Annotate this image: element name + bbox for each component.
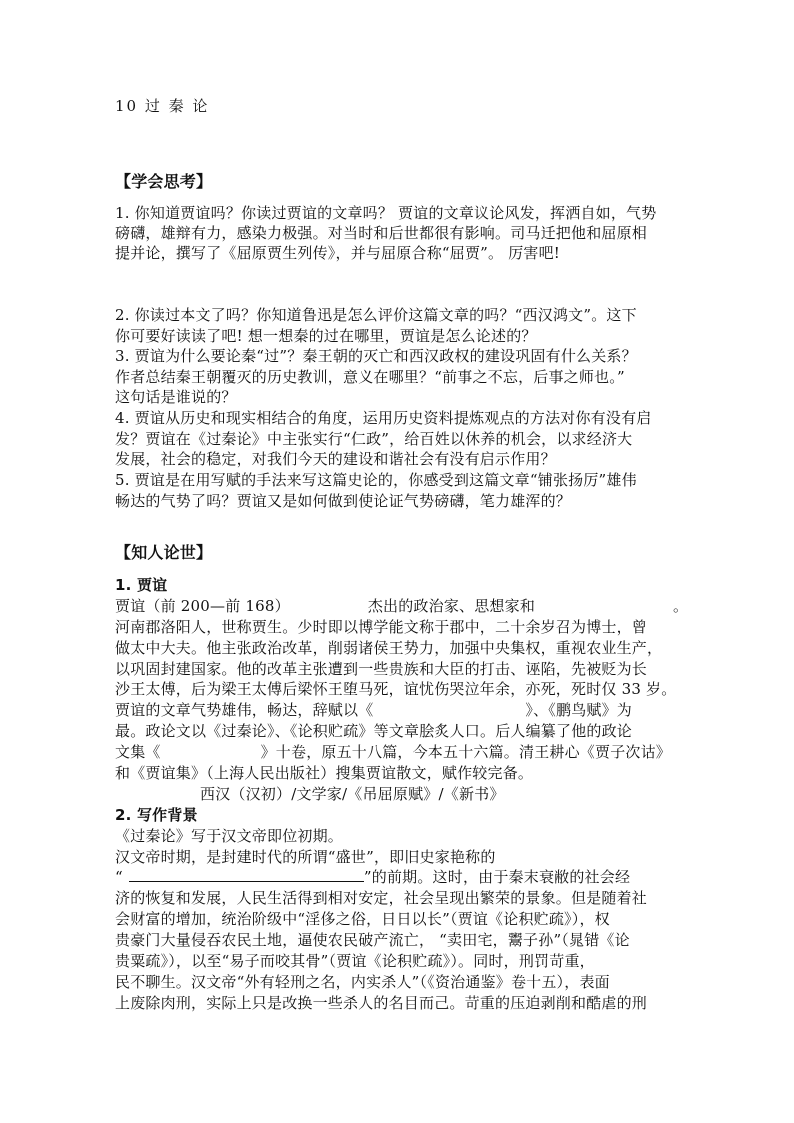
q4-line-2: 发？贾谊在《过秦论》中主张实行“仁政”，给百姓以休养的机会，以求经济大 <box>115 430 633 448</box>
p2-line-8: 民不聊生。汉文帝“外有轻刑之名，内实杀人”（《资治通鉴》卷十五），表面 <box>115 973 610 991</box>
p2-line-2: 汉文帝时期，是封建时代的所谓“盛世”，即旧史家艳称的 <box>115 848 496 866</box>
q3-line-3: 这句话是谁说的？ <box>115 388 237 406</box>
p2-line-1: 《过秦论》写于汉文帝即位初期。 <box>115 827 344 845</box>
p2-line-3-part-b: ”的前期。这时，由于秦末衰敝的社会经 <box>363 868 631 886</box>
p2-line-9: 上废除肉刑，实际上只是改换一些杀人的名目而己。苛重的压迫剥削和酷虐的刑 <box>115 994 648 1012</box>
p1-line-2: 河南郡洛阳人，世称贾生。少时即以博学能文称于郡中，二十余岁召为博士，曾 <box>115 618 648 636</box>
p1-line-9: 和《贾谊集》（上海人民出版社）搜集贾谊散文，赋作较完备。 <box>115 764 534 782</box>
section-heading-thinking: 【学会思考】 <box>115 172 213 191</box>
p1-line-6-part-a: 贾谊的文章气势雄伟，畅达，辞赋以《 <box>115 701 374 719</box>
q3-line-2: 作者总结秦王朝覆灭的历史教训，意义在哪里？“前事之不忘，后事之师也。” <box>115 368 625 386</box>
q5-line-2: 畅达的气势了吗？贾谊又是如何做到使论证气势磅礴，笔力雄浑的？ <box>115 492 572 510</box>
p1-line-6 <box>115 700 632 720</box>
q1-line-3: 提并论，撰写了《屈原贾生列传》，并与屈原合称“屈贾”。 厉害吧! <box>115 244 561 262</box>
p1-line-8 <box>115 742 671 762</box>
fill-in-blank <box>129 867 364 882</box>
p1-line-1-part-b: 杰出的政治家、思想家和 <box>367 597 536 615</box>
p1-line-1-part-c: 。 <box>673 597 689 615</box>
section-heading-background: 【知人论世】 <box>115 543 213 562</box>
p2-line-7: 贵粟疏》），以至“易子而咬其骨”（贾谊《论积贮疏》）。同时，刑罚苛重， <box>115 952 595 970</box>
p2-line-6: 贵豪门大量侵吞农民土地，逼使农民破产流亡， “卖田宅，鬻子孙”（晁错《论 <box>115 931 630 949</box>
p1-line-8-part-b: 》十卷，原五十八篇，今本五十六篇。清王耕心《贾子次诂》 <box>260 743 672 761</box>
p2-line-3 <box>115 867 630 887</box>
p2-line-3-part-a: “ <box>115 868 123 886</box>
p1-line-5: 沙王太傅，后为梁王太傅后梁怀王堕马死，谊忧伤哭泣年余，亦死，死时仅 33 岁。 <box>115 680 677 698</box>
q2-line-1: 2. 你读过本文了吗？你知道鲁迅是怎么评价这篇文章的吗？“西汉鸿文”。这下 <box>115 306 637 324</box>
subheading-jia-yi: 1. 贾谊 <box>115 576 168 594</box>
p1-line-4: 以巩固封建国家。他的改革主张遭到一些贵族和大臣的打击、诬陷，先被贬为长 <box>115 660 648 678</box>
q4-line-1: 4. 贾谊从历史和现实相结合的角度，运用历史资料提炼观点的方法对你有没有启 <box>115 409 652 427</box>
q1-line-2: 磅礴，雄辩有力，感染力极强。对当时和后世都很有影响。司马迁把他和屈原相 <box>115 224 648 242</box>
p1-line-1 <box>115 596 688 616</box>
q1-line-1: 1. 你知道贾谊吗？你读过贾谊的文章吗？ 贾谊的文章议论风发，挥洒自如，气势 <box>115 204 657 222</box>
p1-line-8-part-a: 文集《 <box>115 743 161 761</box>
q5-line-1: 5. 贾谊是在用写赋的手法来写这篇史论的，你感受到这篇文章“铺张扬厉”雄伟 <box>115 471 637 489</box>
p2-line-5: 会财富的增加，统治阶级中“淫侈之俗，日日以长”（贾谊《论积贮疏》），权 <box>115 910 610 928</box>
p1-line-6-part-b: 》、《鹏鸟赋》为 <box>525 701 633 719</box>
answer-line: 西汉（汉初）/文学家/《吊屈原赋》/《新书》 <box>200 785 505 803</box>
q2-line-2: 你可要好读读了吧! 想一想秦的过在哪里，贾谊是怎么论述的？ <box>115 327 537 345</box>
lesson-title: 10 过 秦 论 <box>115 97 210 115</box>
subheading-writing-background: 2. 写作背景 <box>115 806 198 824</box>
q3-line-1: 3. 贾谊为什么要论秦“过”？秦王朝的灭亡和西汉政权的建设巩固有什么关系？ <box>115 347 637 365</box>
p1-line-7: 最。政论文以《过秦论》、《论积贮疏》等文章脍炙人口。后人编纂了他的政论 <box>115 722 633 740</box>
p1-line-3: 做太中大夫。他主张政治改革，削弱诸侯王势力，加强中央集权，重视农业生产， <box>115 639 663 657</box>
p2-line-4: 济的恢复和发展，人民生活得到相对安定，社会呈现出繁荣的景象。但是随着社 <box>115 889 648 907</box>
p1-line-1-part-a: 贾谊（前 200—前 168） <box>115 597 290 615</box>
q4-line-3: 发展，社会的稳定，对我们今天的建设和谐社会有没有启示作用？ <box>115 450 556 468</box>
